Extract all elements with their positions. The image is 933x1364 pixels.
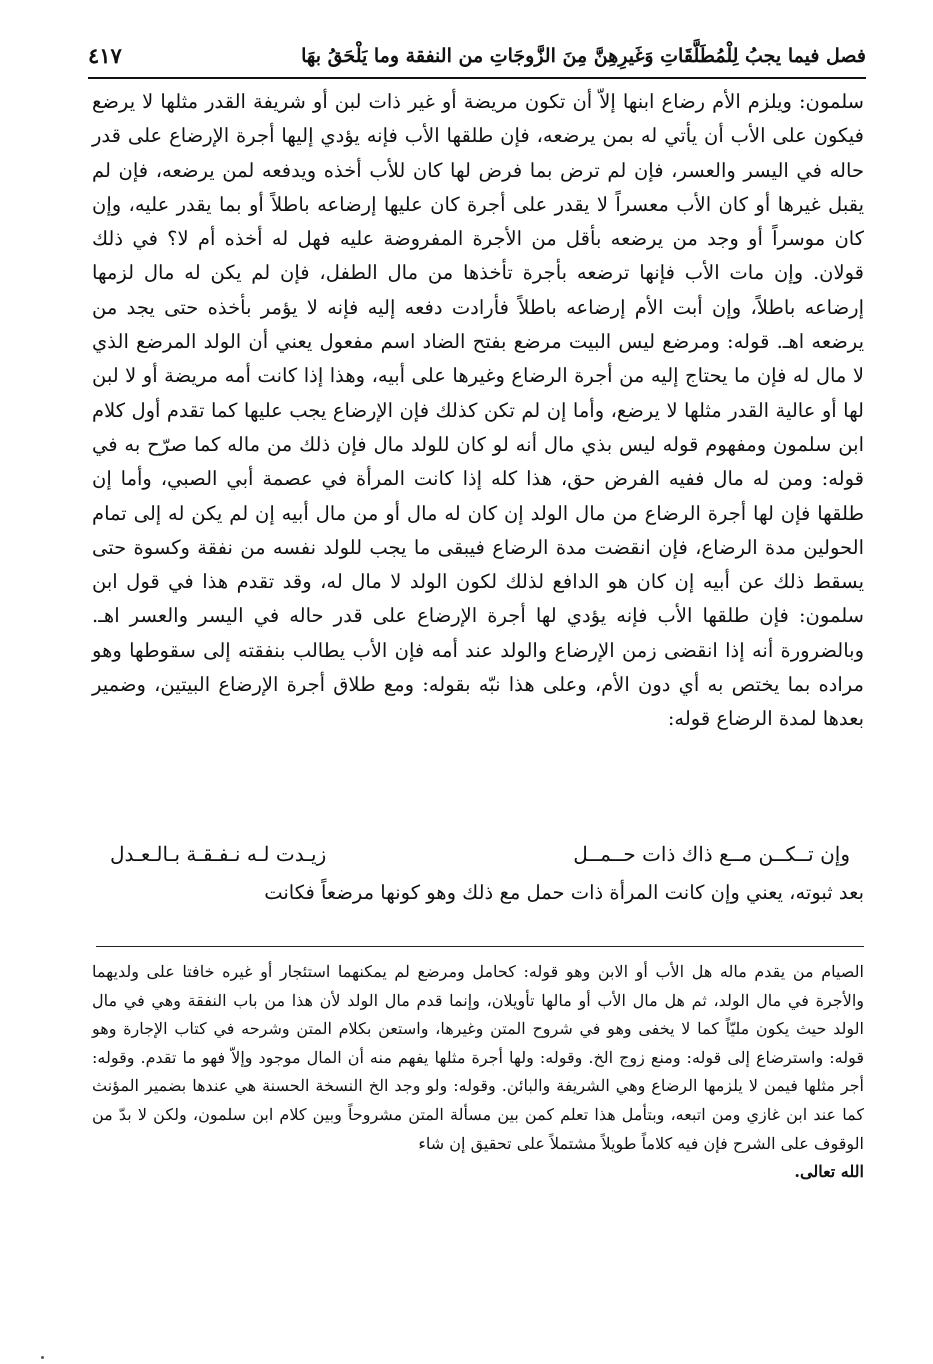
footnote bbox=[92, 958, 864, 1187]
poem-verse bbox=[110, 836, 850, 872]
running-header bbox=[88, 38, 866, 74]
scan-speck bbox=[41, 1356, 44, 1359]
page-number: ٤١٧ bbox=[88, 43, 122, 68]
footnote-separator bbox=[96, 946, 864, 947]
commentary-continuation: بعد ثبوته، يعني وإن كانت المرأة ذات حمل مع ذلك وهو كونها مرضعاً فكانت bbox=[264, 881, 864, 904]
main-paragraph: سلمون: ويلزم الأم رضاع ابنها إلاّ أن تكون مريضة أو غير ذات لبن أو شريفة القدر مثلها لا يرضع فيكون على الأب أن يأتي له بمن يرضعه، فإن طلقها الأب فإنه يؤدي إليها أجرة الإرضاع على قدر حاله في اليسر والعسر، فإن لم ترض بما فرض لها كان للأب أخذه ويدفعه لمن يرضعه، فإن لم يقبل غيرها أو كان الأب معسراً لا يقدر على أجرة كان عليها إرضاعه باطلاً أو بما يقدر عليه، وإن كان موسراً أو وجد من يرضعه بأقل من الأجرة المفروضة عليه فهل له أخذه أم لا؟ في ذلك قولان. وإن مات الأب فإنها ترضعه بأجرة تأخذها من مال الطفل، فإن لم يكن له مال لزمها إرضاعه باطلاً، وإن أبت الأم إرضاعه باطلاً فأرادت دفعه إليه فإنه لا يؤمر بأخذه حتى يجد من يرضعه اهـ. قوله: ومرضع ليس البيت مرضع بفتح الضاد اسم مفعول يعني أن الولد المرضع الذي لا مال له فإن ما يحتاج إليه من أجرة الرضاع وغيرها على أبيه، وهذا إذا كانت أمه مريضة أو لا لبن لها أو عالية القدر مثلها لا يرضع، وأما إن لم تكن كذلك فإن الإرضاع يجب عليها كما تقدم أول كلام ابن سلمون ومفهوم قوله ليس بذي مال أنه لو كان للولد مال فإن ذلك من ماله كما صرّح به في قوله: ومن له مال ففيه الفرض حق، هذا كله إذا كانت المرأة في عصمة أبي الصبي، وأما إن طلقها فإن لها أجرة الرضاع من مال الولد إن كان له مال أو من مال أبيه إن لم يكن له إلى تمام الحولين مدة الرضاع، فإن انقضت مدة الرضاع فيبقى ما يجب للولد نفسه من نفقة وكسوة حتى يسقط ذلك عن أبيه إن كان هو الدافع لذلك لكون الولد لا مال له، وقد تقدم هذا في قول ابن سلمون: فإن طلقها الأب فإنه يؤدي لها أجرة الإرضاع على قدر حاله في اليسر والعسر اهـ. وبالضرورة أنه إذا انقضى زمن الإرضاع والولد عند أمه فإن الأب يطالب بنفقته إلى سقوطها وهو مراده بما يختص به أي دون الأم، وعلى هذا نبّه بقوله: ومع طلاق أجرة الإرضاع البيتين، وضمير بعدها لمدة الرضاع قوله: bbox=[92, 90, 865, 731]
chapter-title: فصل فيما يجبُ لِلْمُطَلَّقَاتِ وَغَيرِهِنَّ مِنَ الزَّوجَاتِ من النفقة وما يَلْحَقُ بهَا bbox=[301, 45, 866, 67]
verse-first-hemistich: وإن تــكــن مــع ذاك ذات حــمــل bbox=[573, 842, 850, 866]
header-rule bbox=[88, 77, 866, 79]
main-text bbox=[92, 85, 864, 737]
footnote-body: الصيام من يقدم ماله هل الأب أو الابن وهو قوله: كحامل ومرضع لم يمكنهما استئجار أو غيره خافتا على ولديهما والأجرة في مال الولد، ثم هل مال الأب أو مالها تأويلان، وإنما قدم مال الولد لأن هذا من باب النفقة وهي في مال الولد حيث يكون مليّاً كما لا يخفى وهو في شروح المتن وغيرها، واستعن بكلام المتن وشرحه في كتاب الإجارة وهو قوله: واسترضاع إلى قوله: ومنع زوج الخ. وقوله: ولها أجرة مثلها يفهم منه أن المال موجود وإلاّ فهو ما تقدم. وقوله: أجر مثلها فيمن لا يلزمها الرضاع وهي الشريفة والبائن. وقوله: ولو وجد الخ النسخة الحسنة هي عندها بضمير المؤنث كما عند ابن غازي ومن اتبعه، وبتأمل هذا تعلم كمن بين مسألة المتن مشروحاً وبين كلام ابن سلمون، ولكن لا بدّ من الوقوف على الشرح فإن فيه كلاماً طويلاً مشتملاً على تحقيق إن شاء bbox=[92, 962, 865, 1153]
verse-second-hemistich: زيـدت لـه نـفـقـة بـالـعـدل bbox=[110, 842, 327, 866]
footnote-closing: الله تعالى. bbox=[794, 1162, 864, 1182]
